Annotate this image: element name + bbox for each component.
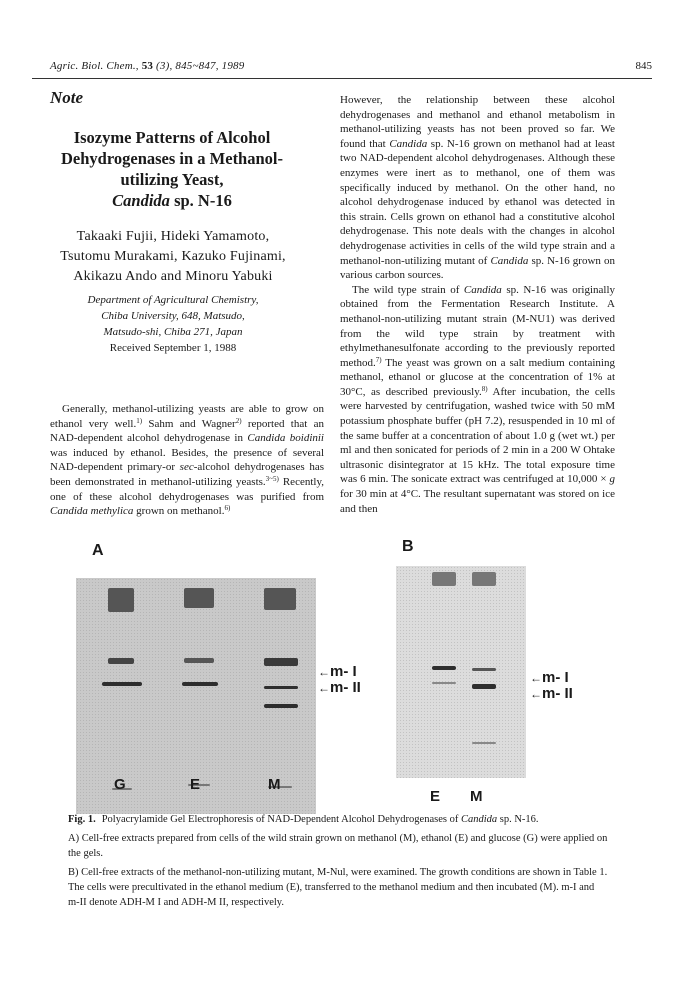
paragraph: Generally, methanol-utilizing yeasts are able to grow on ethanol very well.$^{1)}$ Sahm and Wagner$^{2)}$ reported that an NAD-dependent alcohol dehydrogenase in Candida boidinii was induced by ethanol. Besides, the presence of several NAD-dependent primary-or sec-alcohol dehydrogenases has been demonstrated in methanol-utilizing yeasts.$^{3\sim 5)}$ Recently, one of these alcohol dehydrogenases was purified from Candida methylica grown on methanol.$^{6)}$ xyxy=(50,403,324,518)
marker-m-ii-b: ←m- II xyxy=(530,685,573,702)
marker-m-ii-a: ←m- II xyxy=(318,679,361,696)
figure-caption xyxy=(68,812,608,914)
lane-label-g: G xyxy=(114,776,126,793)
panel-b-label: B xyxy=(402,538,414,555)
paragraph: However, the relationship between these alcohol dehydrogenases and methanol and ethanol metabolism in methanol-utilizing yeasts has not been proved so far. We found that Candida sp. N-16 grown on methanol had at least two NAD-dependent alcohol dehydrogenases. Although these enzymes were inert as to methanol, one of them was specifically induced by methanol. On the other hand, no alcohol dehydrogenase induced by ethanol was detected in this strain. Cells grown on ethanol had a constitutive alcohol dehydrogenase. This note deals with the changes in alcohol dehydrogenase activities in cells of the wild type strain and a methanol-non-utilizing mutant of Candida sp. N-16 grown on various carbon sources. xyxy=(340,94,616,282)
lane-label-e: E xyxy=(190,776,201,793)
gel-image-b xyxy=(396,566,526,778)
body-column-right xyxy=(340,93,615,516)
figure-1 xyxy=(40,530,660,810)
journal-citation: Agric. Biol. Chem., 53 (3), 845~847, 1989 xyxy=(50,60,245,72)
body-column-left xyxy=(50,402,324,519)
lane-e-b xyxy=(432,566,456,778)
marker-m-i-a: ←m- I xyxy=(318,663,357,680)
caption-para-a: A) Cell-free extracts prepared from cells of the wild strain grown on methanol (M), ethanol (E) and glucose (G) were applied on the gels. xyxy=(68,833,608,859)
paragraph: The wild type strain of Candida sp. N-16 was originally obtained from the Fermentation Research Institute. A methanol-non-utilizing mutant strain (M-NU1) was derived from the wild type strain by treatment with ethylmethanesulfonate according to the previously reported method.$^{7)}$ The yeast was grown on a salt medium containing methanol, ethanol or glucose at the concentration of 1% at 30°C, as described previously.$^{8)}$ After incubation, the cells were harvested by centrifugation, washed twice with 50 mM potassium phosphate buffer (pH 7.2), resuspended in 10 ml of the same buffer at a concentration of about 1.0 g (wet wt.) per ml and then sonicated for periods of 2 min in a 200 W Ohtake ultrasonic disintegrator at 15 kHz. The total exposure time was 6 min. The sonicate extract was centrifuged at 10,000 × g for 30 min at 4°C. The resultant supernatant was stored on ice and then xyxy=(340,283,615,515)
panel-a-label: A xyxy=(92,542,104,559)
author-list: Takaaki Fujii, Hideki Yamamoto, Tsutomu Murakami, Kazuko Fujinami, Akikazu Ando and Minoru Yabuki xyxy=(60,229,286,284)
lane-label-m: M xyxy=(268,776,281,793)
page-number: 845 xyxy=(635,60,652,72)
article-title: Isozyme Patterns of Alcohol Dehydrogenases in a Methanol- utilizing Yeast, Candida sp. N-16 xyxy=(61,128,283,210)
marker-m-i-b: ←m- I xyxy=(530,669,569,686)
lane-m-b xyxy=(472,566,496,778)
caption-title: Fig. 1. Polyacrylamide Gel Electrophoresis of NAD-Dependent Alcohol Dehydrogenases of Candida sp. N-16. xyxy=(68,814,539,825)
received-date: Received September 1, 1988 xyxy=(109,342,237,354)
lane-label-m-b: M xyxy=(470,788,483,805)
running-header xyxy=(32,60,652,79)
caption-para-b: B) Cell-free extracts of the methanol-non-utilizing mutant, M-Nul, were examined. The growth conditions are shown in Table 1. The cells were precultivated in the ethanol medium (E), transferred to the methanol medium and then incubated (M). m-I and m-II denote ADH-M I and ADH-M II, respectively. xyxy=(68,867,608,908)
lane-label-e-b: E xyxy=(430,788,441,805)
section-label: Note xyxy=(50,88,84,107)
affiliation: Department of Agricultural Chemistry, Chiba University, 648, Matsudo, Matsudo-shi, Chiba 271, Japan xyxy=(87,294,259,338)
